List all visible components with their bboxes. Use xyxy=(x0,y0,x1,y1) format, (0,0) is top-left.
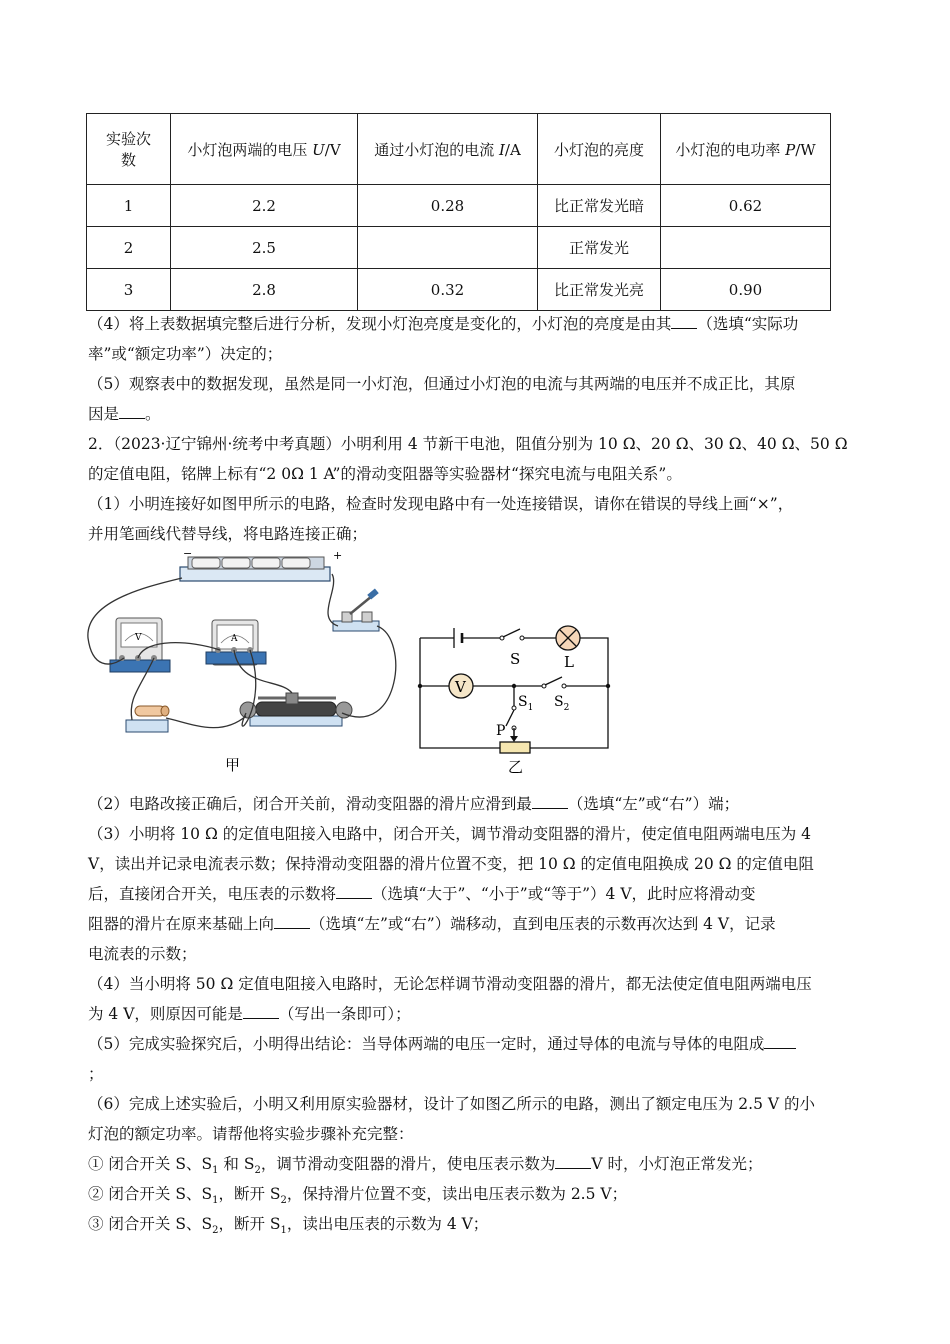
question-4-line-2: 率”或“额定功率”）决定的； xyxy=(88,345,283,363)
cell-brightness: 正常发光 xyxy=(538,227,661,269)
header-trial: 实验次 数 xyxy=(87,114,171,185)
step-1-line: ① 闭合开关 S、$S_1$ 和 $S_2$，调节滑动变阻器的滑片，使电压表示数为 V 时，小灯泡正常发光； xyxy=(88,1155,763,1177)
voltmeter-v-label: V xyxy=(455,678,466,696)
lamp-icon xyxy=(556,626,580,671)
sub-3-line-5: 电流表的示数； xyxy=(88,945,197,963)
cell-power: 0.62 xyxy=(661,185,831,227)
question-5-line-1: （5）观察表中的数据发现，虽然是同一小灯泡，但通过小灯泡的电流与其两端的电压并不成正比，其原 xyxy=(88,375,796,393)
switch-s2-icon xyxy=(542,677,569,713)
cell-voltage: 2.2 xyxy=(171,185,358,227)
table-row xyxy=(87,185,831,227)
table-row xyxy=(87,227,831,269)
switch-s2-label: $S_2$ xyxy=(554,694,570,713)
header-voltage: 小灯泡两端的电压 U/V xyxy=(171,114,358,185)
battery-plus-label: + xyxy=(333,549,343,562)
header-power: 小灯泡的电功率 P/W xyxy=(661,114,831,185)
cell-current xyxy=(358,227,538,269)
switch-icon xyxy=(333,588,379,631)
sub-3-line-3: 后，直接闭合开关，电压表的示数将 （选填“大于”、“小于”或“等于”）4 V，此时应将滑动变 xyxy=(88,885,756,903)
question-4-line-1: （4）将上表数据填完整后进行分析，发现小灯泡亮度是变化的，小灯泡的亮度是由其 （选填“实际功 xyxy=(88,315,799,333)
step-3-line: ③ 闭合开关 S、$S_2$，断开 $S_1$，读出电压表的示数为 4 V； xyxy=(88,1215,489,1237)
figure-jia-circuit xyxy=(80,548,400,778)
junction-dot xyxy=(606,684,610,688)
cell-trial: 3 xyxy=(87,269,171,311)
answer-blank[interactable] xyxy=(274,914,310,929)
sub-4-line-2: 为 4 V，则原因可能是 （写出一条即可）； xyxy=(88,1005,411,1023)
question-5-line-2: 因是 。 xyxy=(88,405,161,423)
sub-1-line-2: 并用笔画线代替导线，将电路连接正确； xyxy=(88,525,368,543)
figure-yi-schematic xyxy=(414,624,614,774)
voltmeter-icon xyxy=(110,618,170,672)
sub-5-line-2: ； xyxy=(88,1065,104,1083)
problem-2-line-2: 的定值电阻，铭牌上标有“2 0Ω 1 A”的滑动变阻器等实验器材“探究电流与电阻关系”。 xyxy=(88,465,682,483)
sub-1-line-1: （1）小明连接好如图甲所示的电路，检查时发现电路中有一处连接错误，请你在错误的导线上画“×”， xyxy=(88,495,794,513)
battery-box-icon xyxy=(180,548,342,581)
rheostat-icon xyxy=(240,693,352,726)
ammeter-label: A xyxy=(231,634,238,644)
answer-blank[interactable] xyxy=(532,794,568,809)
cell-voltage: 2.8 xyxy=(171,269,358,311)
figure-jia-label: 甲 xyxy=(225,756,241,774)
cell-current: 0.32 xyxy=(358,269,538,311)
cell-voltage: 2.5 xyxy=(171,227,358,269)
experiment-table xyxy=(86,113,831,311)
voltmeter-label: V xyxy=(135,633,142,643)
sub-6-line-1: （6）完成上述实验后，小明又利用原实验器材，设计了如图乙所示的电路，测出了额定电压为 2.5 V 的小 xyxy=(88,1095,815,1113)
answer-blank[interactable] xyxy=(555,1154,591,1169)
sub-2-line: （2）电路改接正确后，闭合开关前，滑动变阻器的滑片应滑到最 （选填“左”或“右”）端； xyxy=(88,795,740,813)
answer-blank[interactable] xyxy=(336,884,372,899)
junction-dot xyxy=(418,684,422,688)
sub-3-line-2: V，读出并记录电流表示数；保持滑动变阻器的滑片位置不变，把 10 Ω 的定值电阻换成 20 Ω 的定值电阻 xyxy=(88,855,814,873)
table-header-row xyxy=(87,114,831,185)
step-2-line: ② 闭合开关 S、$S_1$，断开 $S_2$，保持滑片位置不变，读出电压表示数为 2.5 V； xyxy=(88,1185,628,1207)
figure-yi-label: 乙 xyxy=(508,758,524,774)
lamp-label: L xyxy=(564,653,574,671)
header-brightness: 小灯泡的亮度 xyxy=(538,114,661,185)
table-row xyxy=(87,269,831,311)
junction-dot xyxy=(512,684,516,688)
voltmeter-v-icon xyxy=(449,674,473,698)
cell-brightness: 比正常发光暗 xyxy=(538,185,661,227)
cell-brightness: 比正常发光亮 xyxy=(538,269,661,311)
sub-3-line-1: （3）小明将 10 Ω 的定值电阻接入电路中，闭合开关，调节滑动变阻器的滑片，使定值电阻两端电压为 4 xyxy=(88,825,812,843)
battery-minus-label: − xyxy=(183,548,193,560)
answer-blank[interactable] xyxy=(243,1004,279,1019)
header-current: 通过小灯泡的电流 I/A xyxy=(358,114,538,185)
slider-p-label: P xyxy=(496,723,506,739)
answer-blank[interactable] xyxy=(764,1034,796,1049)
cell-power xyxy=(661,227,831,269)
sub-4-line-1: （4）当小明将 50 Ω 定值电阻接入电路时，无论怎样调节滑动变阻器的滑片，都无法使定值电阻两端电压 xyxy=(88,975,812,993)
answer-blank[interactable] xyxy=(671,314,697,329)
sub-6-line-2: 灯泡的额定功率。请帮他将实验步骤补充完整： xyxy=(88,1125,414,1143)
switch-s1-label: $S_1$ xyxy=(518,694,534,713)
cell-power: 0.90 xyxy=(661,269,831,311)
cell-current: 0.28 xyxy=(358,185,538,227)
cell-trial: 2 xyxy=(87,227,171,269)
switch-s-label: S xyxy=(510,650,521,668)
answer-blank[interactable] xyxy=(119,404,145,419)
problem-2-line-1: 2．（2023·辽宁锦州·统考中考真题）小明利用 4 节新干电池，阻值分别为 10 Ω、20 Ω、30 Ω、40 Ω、50 Ω xyxy=(88,435,848,453)
cell-trial: 1 xyxy=(87,185,171,227)
sub-3-line-4: 阻器的滑片在原来基础上向 （选填“左”或“右”）端移动，直到电压表的示数再次达到 4 V，记录 xyxy=(88,915,776,933)
switch-s1-icon xyxy=(506,694,533,730)
switch-s-icon xyxy=(500,629,524,668)
sub-5-line-1: （5）完成实验探究后，小明得出结论：当导体两端的电压一定时，通过导体的电流与导体的电阻成 xyxy=(88,1034,796,1054)
